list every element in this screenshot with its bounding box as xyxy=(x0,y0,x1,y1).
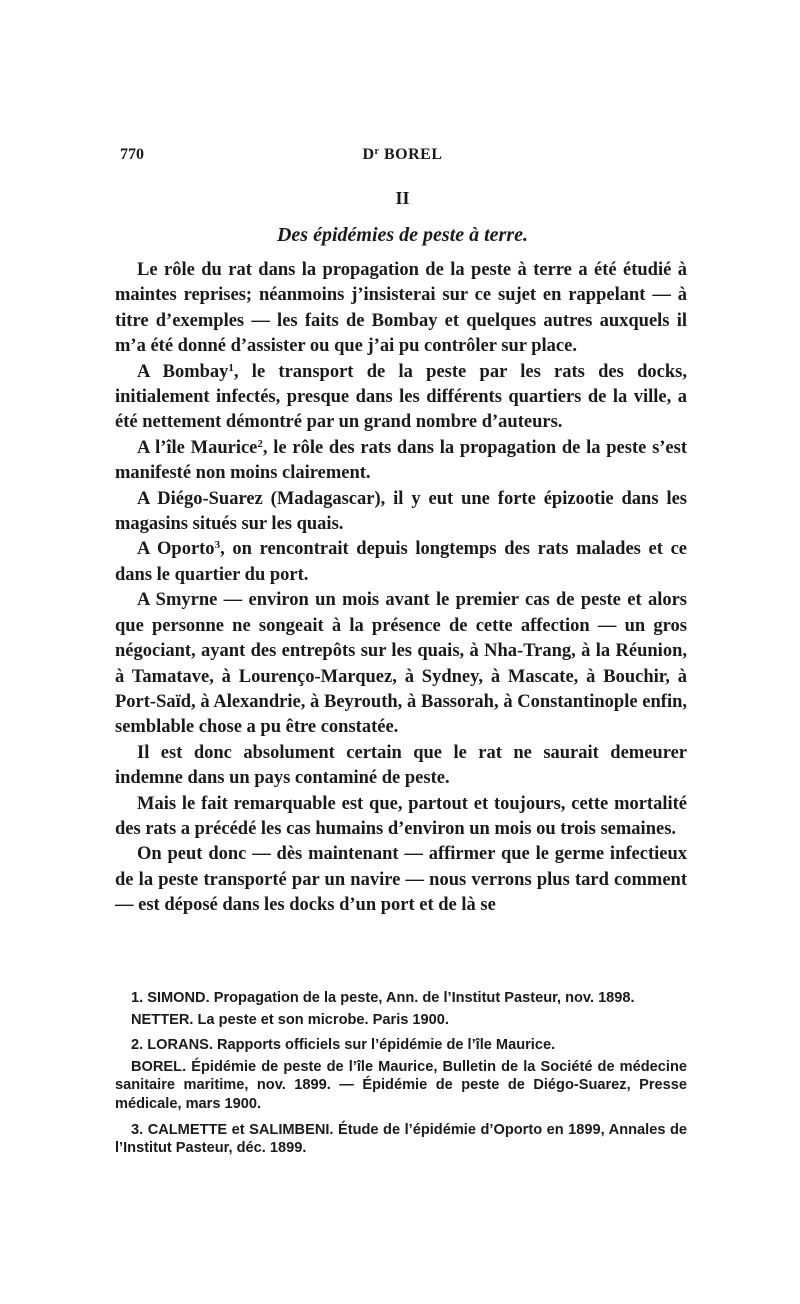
running-head xyxy=(120,146,685,164)
paragraph-text: , le rôle des rats dans la propagation de la peste s’est manifesté non moins clairement. xyxy=(115,437,688,484)
footnote: 1. SIMOND. Propagation de la peste, Ann. de l’Institut Pasteur, nov. 1898. xyxy=(131,990,635,1006)
paragraph-text: , le transport de la peste par les rats des docks, initialement infectés, presque dans les différents quartiers de la ville, a été nettement démontré par un grand nombre d’auteurs. xyxy=(115,361,687,433)
footnote-ref: 1 xyxy=(228,361,234,374)
paragraph: Mais le fait remarquable est que, partout et toujours, cette mortalité des rats a précédé les cas humains d’environ un mois ou trois semaines. xyxy=(115,793,687,839)
paragraph: Il est donc absolument certain que le rat ne saurait demeurer indemne dans un pays contaminé de peste. xyxy=(115,742,687,789)
footnote-ref: 2 xyxy=(257,437,263,450)
paragraph: Le rôle du rat dans la propagation de la peste à terre a été étudié à maintes reprises; néanmoins j’insisterai sur ce sujet en rappelant — à titre d’exemples — les faits de Bombay et quelques autres auxquels il m’a été donné d’assister ou que j’ai pu contrôler sur place. xyxy=(115,260,687,357)
paragraph xyxy=(115,360,687,436)
paragraph-text: A l’île Maurice xyxy=(137,437,258,458)
footnotes xyxy=(115,989,687,1161)
footnote-ref: 3 xyxy=(214,539,221,552)
footnote: 2. LORANS. Rapports officiels sur l’épidémie de l’île Maurice. xyxy=(131,1037,556,1054)
author-name: BOREL xyxy=(384,146,443,163)
paragraph xyxy=(115,436,687,487)
paragraph: On peut donc — dès maintenant — affirmer que le germe infectieux de la peste transporté par un navire — nous verrons plus tard comment — est déposé dans les docks d’un port et de là se xyxy=(115,844,687,916)
section-title: Des épidémies de peste à terre. xyxy=(276,224,529,246)
author-title-sup: r xyxy=(374,146,380,157)
paragraph-text: , on rencontrait depuis longtemps des rats malades et ce dans le quartier du port. xyxy=(115,539,687,585)
page-number: 770 xyxy=(120,146,144,163)
author-prefix: D xyxy=(362,146,375,163)
paragraph: A Diégo-Suarez (Madagascar), il y eut une forte épizootie dans les magasins situés sur les quais. xyxy=(115,488,687,535)
section-number: II xyxy=(395,188,410,208)
paragraph-text: A Bombay xyxy=(137,361,229,382)
footnote: 3. CALMETTE et SALIMBENI. Étude de l’épidémie d’Oporto en 1899, Annales de l’Institut Pasteur, déc. 1899. xyxy=(115,1121,687,1157)
body-text xyxy=(115,258,687,919)
paragraph xyxy=(115,537,687,588)
paragraph-text: A Oporto xyxy=(137,539,215,560)
page-header xyxy=(120,146,685,168)
footnote: BOREL. Épidémie de peste de l’île Maurice, Bulletin de la Société de médecine sanitaire maritime, nov. 1899. — Épidémie de peste de Diégo-Suarez, Presse médicale, mars 1900. xyxy=(115,1058,687,1112)
paragraph: A Smyrne — environ un mois avant le premier cas de peste et alors que personne ne songeait à la présence de cette affection — un gros négociant, ayant des entrepôts sur les quais, à Nha-Trang, à la Réunion, à Tamatave, à Lourenço-Marquez, à Sydney, à Mascate, à Bouchir, à Port-Saïd, à Alexandrie, à Beyrouth, à Bassorah, à Constantinople enfin, semblable chose a pu être constatée. xyxy=(115,590,687,738)
footnote: NETTER. La peste et son microbe. Paris 1900. xyxy=(131,1011,449,1028)
